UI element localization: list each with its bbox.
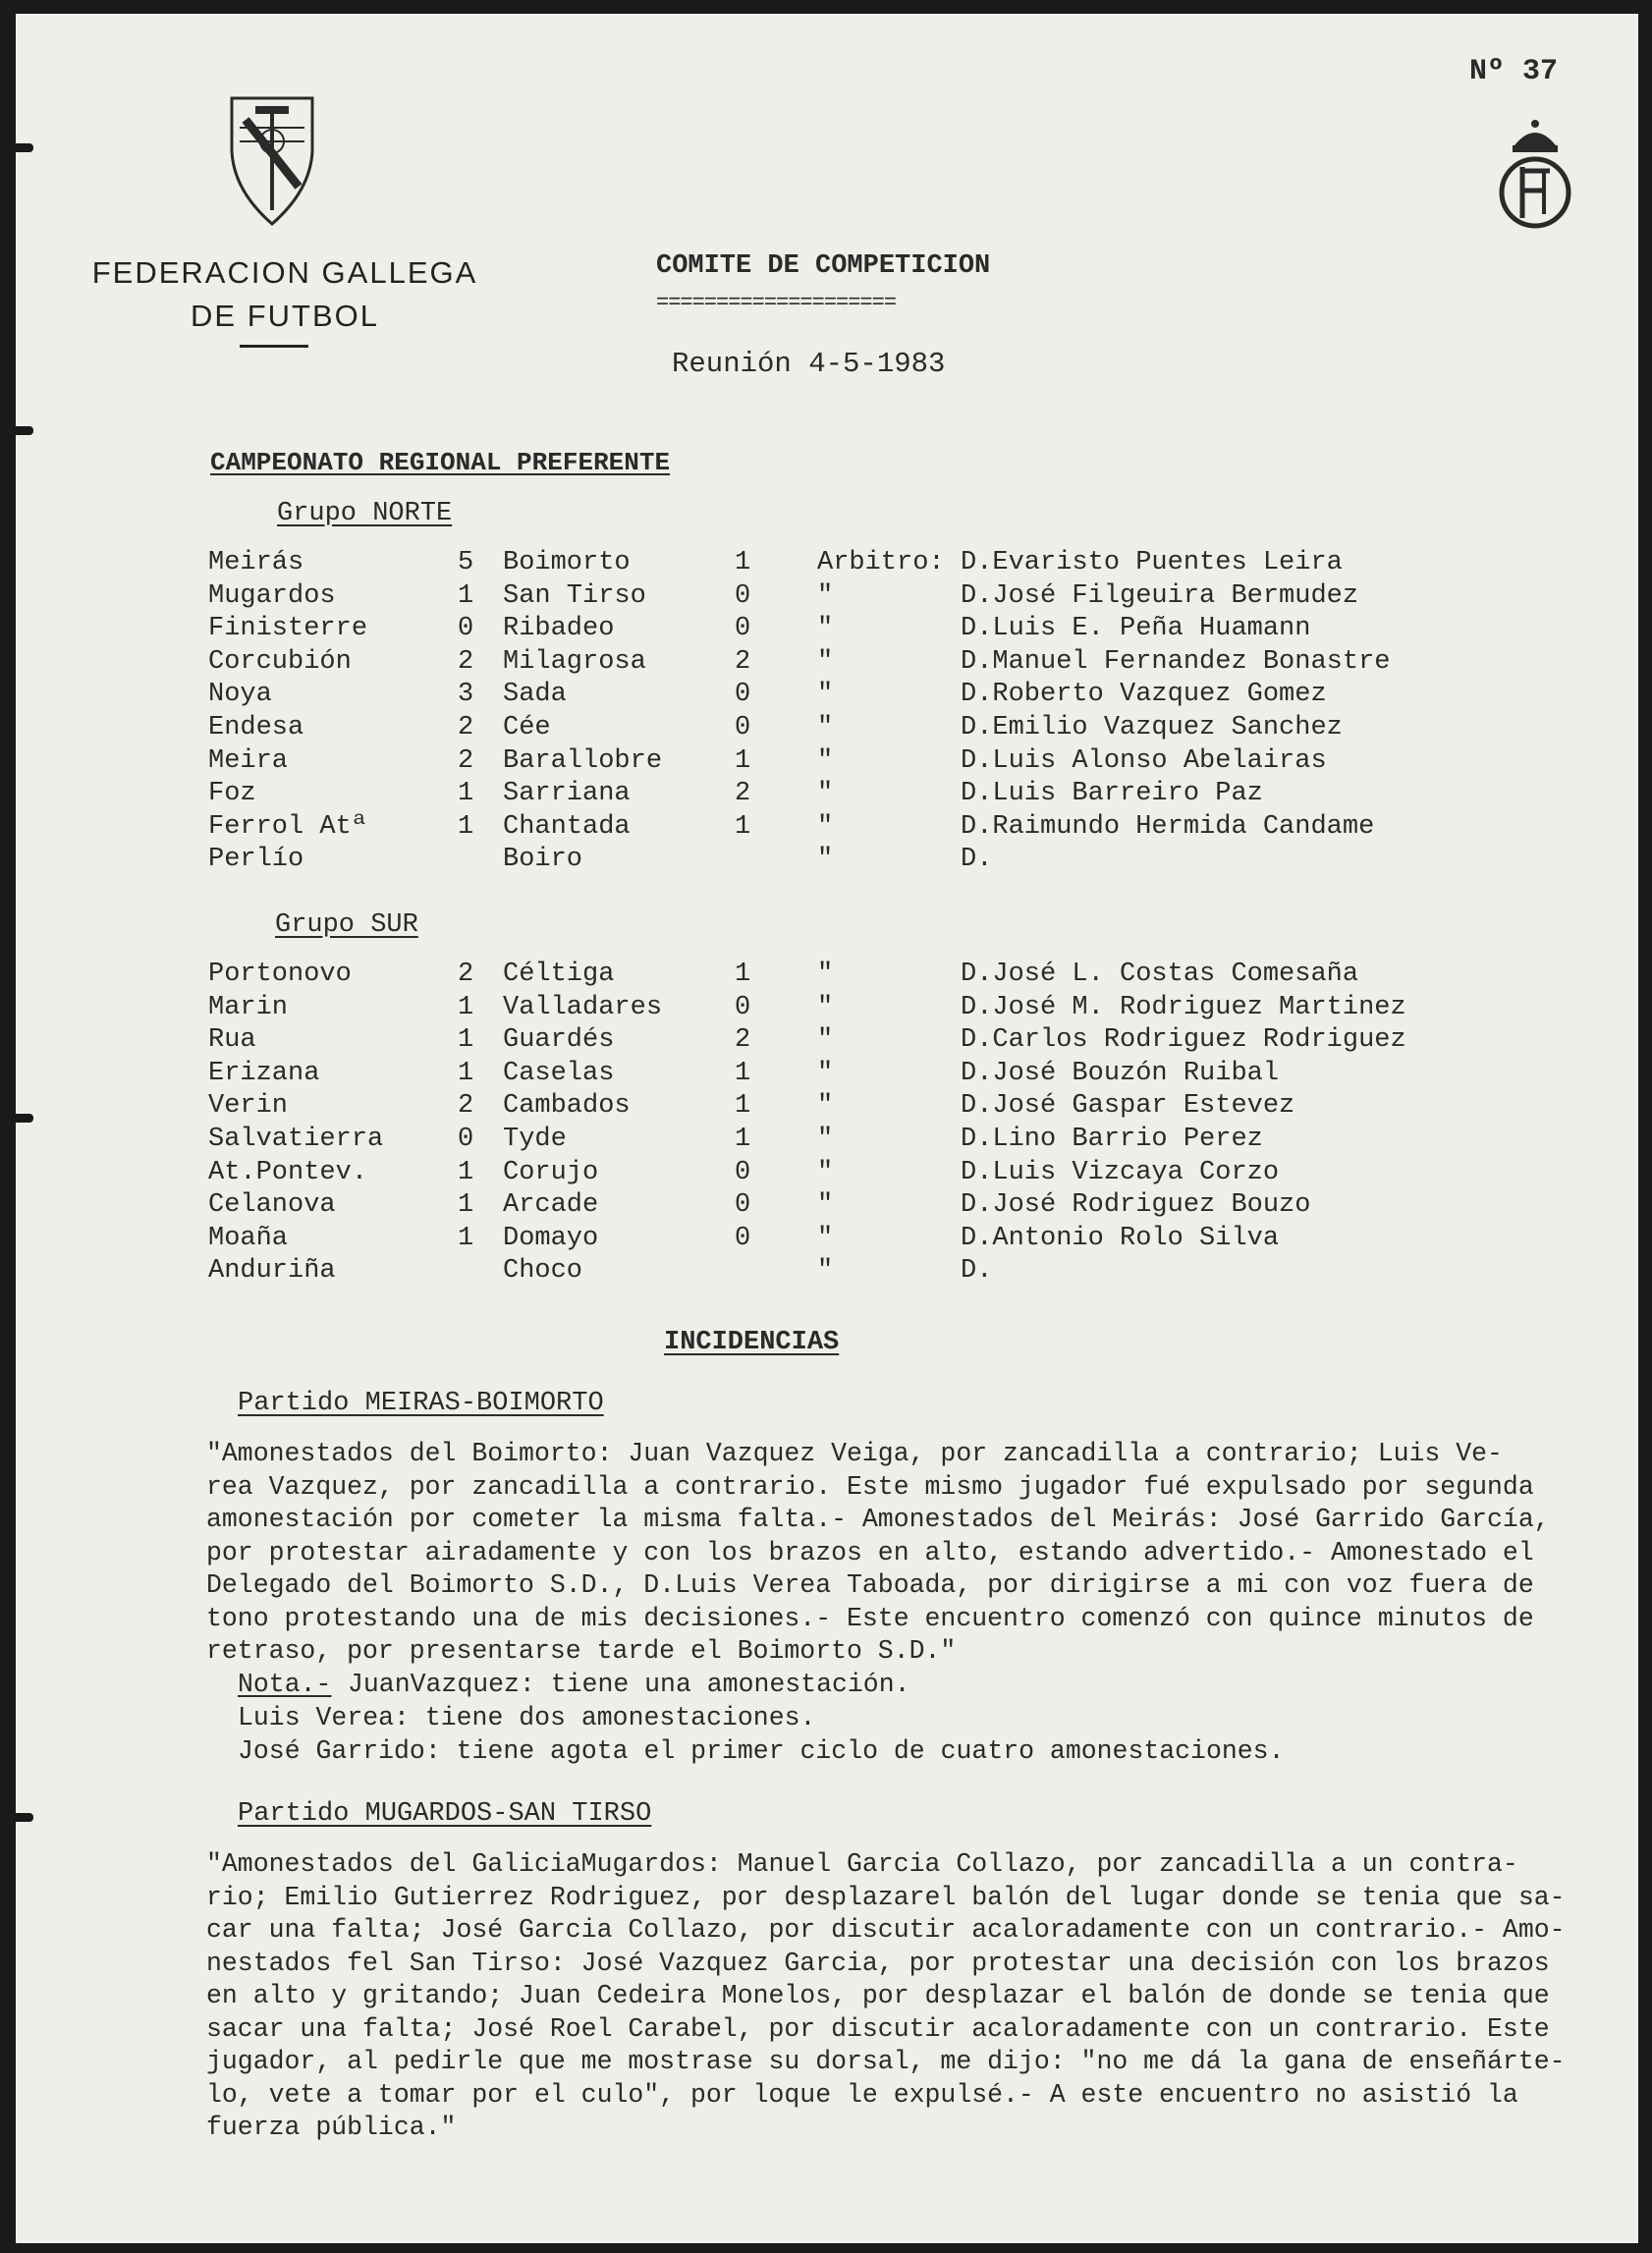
home-team: Anduriña [208, 1256, 336, 1287]
match1-title: Partido MEIRAS-BOIMORTO [238, 1389, 604, 1418]
referee-label: " [817, 580, 834, 611]
binder-hole-mark [0, 143, 33, 152]
referee-label: Arbitro: [817, 548, 945, 577]
match2-title: Partido MUGARDOS-SAN TIRSO [238, 1799, 652, 1829]
away-score: 2 [735, 646, 751, 677]
away-score: 0 [735, 1190, 751, 1221]
home-score: 2 [458, 745, 474, 776]
home-team: Finisterre [208, 614, 368, 644]
report-line: jugador, al pedirle que me mostrase su dorsal, me dijo: "no me dá la gana de enseñárte- [206, 2047, 1566, 2076]
home-team: Erizana [208, 1058, 320, 1088]
referee-name: D.Luis Barreiro Paz [961, 779, 1263, 809]
away-score: 0 [735, 680, 751, 710]
referee-name: D. [961, 1256, 993, 1287]
referee-label: " [817, 745, 834, 776]
referee-name: D.José Bouzón Ruibal [961, 1058, 1280, 1088]
referee-name: D.Manuel Fernandez Bonastre [961, 646, 1391, 677]
report-line: amonestación por cometer la misma falta.- Amonestados del Meirás: José Garrido García, [206, 1505, 1550, 1534]
away-score: 2 [735, 1025, 751, 1056]
note-line: José Garrido: tiene agota el primer ciclo de cuatro amonestaciones. [238, 1736, 1285, 1766]
home-score: 1 [458, 1223, 474, 1253]
report-line: tono protestando una de mis decisiones.- Este encuentro comenzó con quince minutos de [206, 1603, 1534, 1633]
away-team: Milagrosa [503, 646, 646, 677]
home-score: 5 [458, 548, 474, 577]
away-score: 0 [735, 713, 751, 742]
incidencias-title: INCIDENCIAS [664, 1328, 840, 1357]
referee-label: " [817, 680, 834, 710]
away-team: Sada [503, 680, 567, 710]
referee-label: " [817, 960, 834, 989]
referee-label: " [817, 992, 834, 1022]
home-team: Verin [208, 1091, 289, 1122]
home-team: Ferrol Atª [208, 811, 368, 842]
away-score: 0 [735, 992, 751, 1022]
report-line: sacar una falta; José Roel Carabel, por discutir acaloradamente con un contrario. Este [206, 2013, 1550, 2044]
away-team: Arcade [503, 1190, 599, 1221]
group-sur-title: Grupo SUR [275, 910, 418, 940]
report-line: en alto y gritando; Juan Cedeira Monelos, por desplazar el balón de donde se tenia que [206, 1981, 1550, 2010]
referee-name: D.Emilio Vazquez Sanchez [961, 713, 1343, 742]
group-norte-title: Grupo NORTE [277, 499, 453, 528]
home-score: 0 [458, 614, 474, 644]
referee-label: " [817, 1125, 834, 1154]
referee-label: " [817, 646, 834, 677]
away-team: Ribadeo [503, 614, 615, 644]
home-team: Marin [208, 992, 289, 1022]
spanish-federation-emblem-icon [1493, 116, 1577, 232]
home-score: 1 [458, 1025, 474, 1056]
report-line: por protestar airadamente y con los brazos en alto, estando advertido.- Amonestado el [206, 1537, 1534, 1567]
away-score: 1 [735, 960, 751, 989]
away-team: Caselas [503, 1058, 615, 1088]
away-team: San Tirso [503, 580, 646, 611]
referee-label: " [817, 845, 834, 875]
referee-label: " [817, 1157, 834, 1187]
document-number: Nº 37 [1469, 55, 1559, 88]
away-score: 0 [735, 580, 751, 611]
referee-name: D.Raimundo Hermida Candame [961, 811, 1375, 842]
referee-name: D.Roberto Vazquez Gomez [961, 680, 1327, 710]
committee-title: COMITE DE COMPETICION [656, 251, 991, 281]
referee-label: " [817, 1091, 834, 1122]
home-team: Endesa [208, 713, 304, 742]
home-team: Meirás [208, 548, 304, 577]
federation-name-line2: DE FUTBOL [191, 299, 379, 333]
home-score: 2 [458, 1091, 474, 1122]
home-score: 1 [458, 779, 474, 809]
away-score: 0 [735, 614, 751, 644]
home-team: Mugardos [208, 580, 336, 611]
match2-report [206, 1848, 1601, 2145]
home-score: 1 [458, 1190, 474, 1221]
away-team: Tyde [503, 1125, 567, 1154]
away-score: 1 [735, 1058, 751, 1088]
home-team: Moaña [208, 1223, 289, 1253]
binder-hole-mark [0, 1114, 33, 1123]
referee-label: " [817, 1223, 834, 1253]
away-score: 0 [735, 1223, 751, 1253]
away-team: Cambados [503, 1091, 631, 1122]
federation-name-line1: FEDERACION GALLEGA [91, 255, 478, 290]
away-team: Céltiga [503, 960, 615, 989]
referee-name: D.José Gaspar Estevez [961, 1091, 1295, 1122]
federation-crest-icon [226, 92, 318, 230]
home-team: Foz [208, 779, 256, 809]
referee-name: D.Lino Barrio Perez [961, 1125, 1263, 1154]
home-team: Portonovo [208, 960, 352, 989]
referee-label: " [817, 614, 834, 644]
referee-name: D.Evaristo Puentes Leira [961, 548, 1343, 577]
referee-name: D.Luis E. Peña Huamann [961, 614, 1311, 644]
committee-double-rule: ==================== [656, 291, 897, 315]
home-score: 1 [458, 1157, 474, 1187]
away-score: 1 [735, 548, 751, 577]
championship-title: CAMPEONATO REGIONAL PREFERENTE [210, 448, 671, 477]
away-team: Boiro [503, 845, 583, 875]
away-team: Boimorto [503, 548, 631, 577]
away-team: Chantada [503, 811, 631, 842]
referee-label: " [817, 1190, 834, 1221]
home-score: 1 [458, 580, 474, 611]
note-line: Luis Verea: tiene dos amonestaciones. [238, 1703, 816, 1732]
report-line: lo, vete a tomar por el culo", por loque le expulsé.- A este encuentro no asistió la [206, 2079, 1518, 2110]
report-line: nestados fel San Tirso: José Vazquez Garcia, por protestar una decisión con los brazos [206, 1948, 1550, 1978]
home-score: 2 [458, 646, 474, 677]
referee-label: " [817, 713, 834, 742]
report-line: fuerza pública." [206, 2113, 457, 2142]
home-team: Perlío [208, 845, 304, 875]
away-team: Choco [503, 1256, 583, 1287]
report-line: retraso, por presentarse tarde el Boimorto S.D." [206, 1636, 957, 1666]
federation-name [79, 251, 491, 338]
binder-hole-mark [0, 426, 33, 435]
referee-name: D.Carlos Rodriguez Rodriguez [961, 1025, 1406, 1056]
report-line: rio; Emilio Gutierrez Rodriguez, por desplazarel balón del lugar donde se tenia que sa- [206, 1882, 1566, 1912]
home-score: 1 [458, 811, 474, 842]
home-score: 3 [458, 680, 474, 710]
away-team: Barallobre [503, 745, 663, 776]
home-team: Celanova [208, 1190, 336, 1221]
away-team: Cée [503, 713, 551, 742]
report-line: "Amonestados del Boimorto: Juan Vazquez Veiga, por zancadilla a contrario; Luis Ve- [206, 1439, 1503, 1468]
report-line: car una falta; José Garcia Collazo, por discutir acaloradamente con un contrario.- Amo- [206, 1915, 1566, 1945]
report-line: "Amonestados del GaliciaMugardos: Manuel Garcia Collazo, por zancadilla a un contra- [206, 1849, 1518, 1879]
note-line: JuanVazquez: tiene una amonestación. [348, 1670, 910, 1699]
home-score: 0 [458, 1125, 474, 1154]
match1-report [206, 1438, 1601, 1669]
away-team: Sarriana [503, 779, 631, 809]
referee-label: " [817, 811, 834, 842]
referee-label: " [817, 1256, 834, 1287]
home-score: 1 [458, 992, 474, 1022]
home-team: At.Pontev. [208, 1157, 368, 1187]
meeting-date: Reunión 4-5-1983 [672, 348, 946, 380]
report-line: rea Vazquez, por zancadilla a contrario. Este mismo jugador fué expulsado por segunda [206, 1471, 1534, 1502]
federation-underline [240, 345, 308, 348]
referee-name: D.Luis Alonso Abelairas [961, 745, 1327, 776]
away-score: 0 [735, 1157, 751, 1187]
away-team: Corujo [503, 1157, 599, 1187]
home-score: 1 [458, 1058, 474, 1088]
referee-name: D.José Filgeuira Bermudez [961, 580, 1359, 611]
home-score: 2 [458, 713, 474, 742]
note-label: Nota.- [238, 1670, 332, 1699]
away-score: 1 [735, 811, 751, 842]
referee-name: D. [961, 845, 993, 875]
away-score: 1 [735, 1091, 751, 1122]
referee-label: " [817, 1058, 834, 1088]
binder-hole-mark [0, 1813, 33, 1822]
home-team: Corcubión [208, 646, 352, 677]
away-score: 2 [735, 779, 751, 809]
referee-name: D.José M. Rodriguez Martinez [961, 992, 1406, 1022]
home-team: Rua [208, 1025, 256, 1056]
referee-label: " [817, 1025, 834, 1056]
home-team: Noya [208, 680, 272, 710]
away-team: Domayo [503, 1223, 599, 1253]
referee-name: D.Antonio Rolo Silva [961, 1223, 1280, 1253]
referee-name: D.Luis Vizcaya Corzo [961, 1157, 1280, 1187]
home-team: Meira [208, 745, 289, 776]
away-score: 1 [735, 1125, 751, 1154]
away-team: Valladares [503, 992, 663, 1022]
referee-label: " [817, 779, 834, 809]
referee-name: D.José L. Costas Comesaña [961, 960, 1359, 989]
referee-name: D.José Rodriguez Bouzo [961, 1190, 1311, 1221]
report-line: Delegado del Boimorto S.D., D.Luis Verea Taboada, por dirigirse a mi con voz fuera de [206, 1570, 1534, 1600]
away-score: 1 [735, 745, 751, 776]
away-team: Guardés [503, 1025, 615, 1056]
home-score: 2 [458, 960, 474, 989]
home-team: Salvatierra [208, 1125, 384, 1154]
